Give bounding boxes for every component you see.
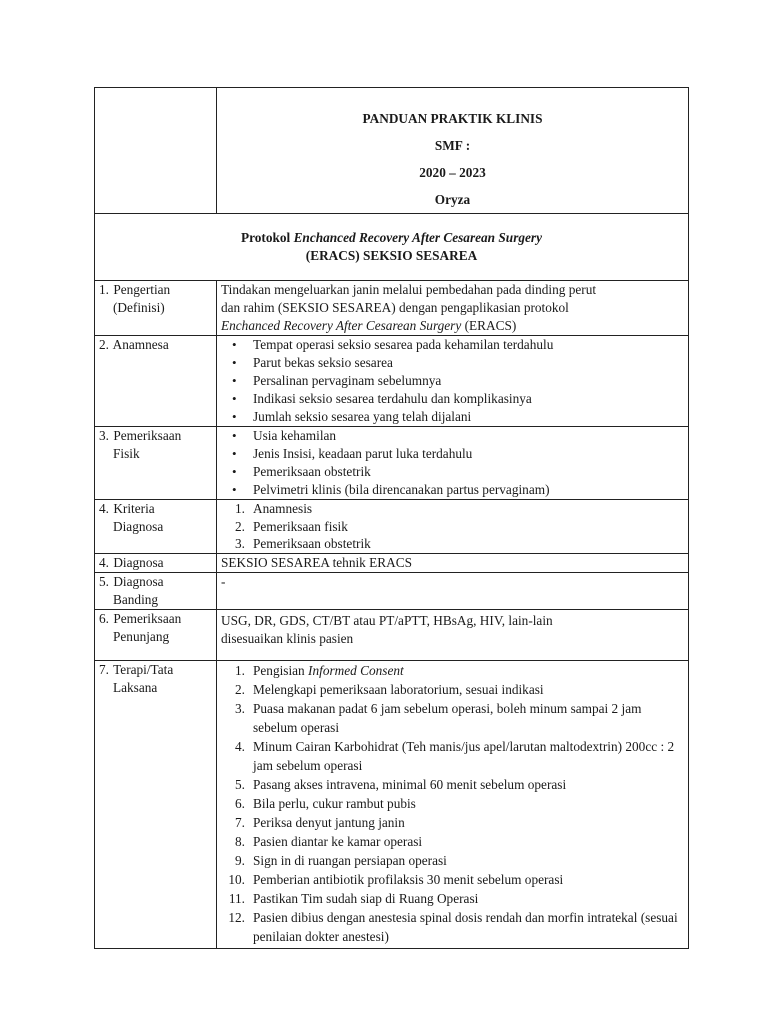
row-label: Kriteria xyxy=(113,501,155,516)
item-text: Minum Cairan Karbohidrat (Teh manis/jus apel/larutan maltodextrin) 200cc : 2 jam sebelum operasi xyxy=(253,738,675,773)
item-text-italic: Informed Consent xyxy=(308,662,404,678)
label-diagnosa xyxy=(95,553,217,572)
list-item: • Pelvimetri klinis (bila direncanakan partus pervaginam) xyxy=(221,481,684,499)
list-item: • Tempat operasi seksio sesarea pada kehamilan terdahulu xyxy=(221,336,684,354)
row-label: Terapi/Tata xyxy=(113,661,174,677)
logo-cell xyxy=(95,88,217,214)
row-diagnosa-banding xyxy=(95,572,689,609)
content-pemeriksaan-fisik xyxy=(217,427,689,500)
list-item: • Jumlah seksio sesarea yang telah dijalani xyxy=(221,408,684,426)
list-item: • Indikasi seksio sesarea terdahulu dan komplikasinya xyxy=(221,390,684,408)
item-number: 3. xyxy=(235,700,245,716)
terapi-list xyxy=(221,661,684,946)
item-number: 6. xyxy=(235,795,245,811)
row-label: Pengertian xyxy=(113,282,171,297)
content-terapi xyxy=(217,660,689,948)
list-item xyxy=(221,889,684,908)
row-label: Diagnosa xyxy=(113,573,164,589)
header-row xyxy=(95,88,689,214)
label-diagnosa-banding xyxy=(95,572,217,609)
content-kriteria-diagnosa xyxy=(217,500,689,554)
item-text: Bila perlu, cukur rambut pubis xyxy=(253,795,416,811)
item-number: 9. xyxy=(235,852,245,868)
protocol-line2: (ERACS) SEKSIO SESAREA xyxy=(305,248,478,263)
definition-line: dan rahim (SEKSIO SESAREA) dengan pengaplikasian protokol xyxy=(221,300,569,315)
label-terapi xyxy=(95,660,217,948)
definition-line: Tindakan mengeluarkan janin melalui pembedahan pada dinding perut xyxy=(221,282,597,297)
penunjang-line: disesuaikan klinis pasien xyxy=(221,630,354,646)
list-item xyxy=(221,832,684,851)
list-item xyxy=(221,518,684,536)
item-text: Periksa denyut jantung janin xyxy=(253,814,405,830)
row-kriteria-diagnosa xyxy=(95,500,689,554)
guideline-table xyxy=(94,87,689,949)
item-number: 1. xyxy=(235,662,245,678)
protocol-prefix: Protokol xyxy=(240,230,294,245)
item-number: 4. xyxy=(235,738,245,754)
item-text: Melengkapi pemeriksaan laboratorium, sesuai indikasi xyxy=(253,681,544,697)
row-label-2: Fisik xyxy=(113,446,140,461)
label-anamnesa xyxy=(95,336,217,427)
content-pengertian xyxy=(217,281,689,336)
item-number: 12. xyxy=(228,909,245,925)
list-item xyxy=(221,737,684,775)
row-label: Anamnesa xyxy=(112,337,169,352)
label-pengertian xyxy=(95,281,217,336)
smf-label: SMF : xyxy=(434,138,471,153)
item-text: Pastikan Tim sudah siap di Ruang Operasi xyxy=(253,890,479,906)
fisik-list xyxy=(221,427,684,499)
item-number: 3. xyxy=(235,536,245,551)
label-kriteria-diagnosa xyxy=(95,500,217,554)
protocol-italic: Enchanced Recovery After Cesarean Surgery xyxy=(293,230,542,245)
item-number: 2. xyxy=(235,681,245,697)
list-item: • Usia kehamilan xyxy=(221,427,684,445)
content-pemeriksaan-penunjang xyxy=(217,609,689,660)
list-item xyxy=(221,535,684,553)
item-number: 2. xyxy=(235,518,245,534)
row-number: 4. xyxy=(99,554,109,570)
list-item xyxy=(221,699,684,737)
anamnesa-list xyxy=(221,336,684,426)
item-text: Pemberian antibiotik profilaksis 30 menit sebelum operasi xyxy=(253,871,564,887)
content-diagnosa-banding: - xyxy=(217,572,689,609)
item-text: Sign in di ruangan persiapan operasi xyxy=(253,852,447,868)
row-diagnosa xyxy=(95,553,689,572)
row-number: 3. xyxy=(99,428,109,443)
label-pemeriksaan-penunjang xyxy=(95,609,217,660)
list-item: • Persalinan pervaginam sebelumnya xyxy=(221,372,684,390)
list-item xyxy=(221,661,684,680)
item-number: 11. xyxy=(228,890,245,906)
row-label-2: Laksana xyxy=(113,679,158,695)
list-item: • Jenis Insisi, keadaan parut luka terdahulu xyxy=(221,445,684,463)
author-name: Oryza xyxy=(434,192,471,207)
item-number: 1. xyxy=(235,501,245,516)
row-anamnesa xyxy=(95,336,689,427)
row-label: Pemeriksaan xyxy=(113,428,182,443)
item-text: Pasien dibius dengan anestesia spinal dosis rendah dan morfin intratekal (sesuai penilaian dokter anestesi) xyxy=(253,909,678,944)
item-number: 8. xyxy=(235,833,245,849)
row-number: 5. xyxy=(99,573,109,589)
item-number: 10. xyxy=(228,871,245,887)
list-item: • Parut bekas seksio sesarea xyxy=(221,354,684,372)
list-item xyxy=(221,794,684,813)
item-number: 7. xyxy=(235,814,245,830)
years-label: 2020 – 2023 xyxy=(419,165,486,180)
row-number: 6. xyxy=(99,610,109,626)
clinical-guideline-document xyxy=(94,87,689,949)
row-label: Pemeriksaan xyxy=(113,610,182,626)
row-label: Diagnosa xyxy=(113,554,164,570)
row-label-2: Diagnosa xyxy=(113,519,164,534)
row-pengertian xyxy=(95,281,689,336)
list-item xyxy=(221,680,684,699)
protocol-row xyxy=(95,214,689,281)
definition-italic: Enchanced Recovery After Cesarean Surgery xyxy=(221,318,462,333)
row-label-2: (Definisi) xyxy=(113,300,165,315)
item-text: Anamnesis xyxy=(253,501,313,516)
item-text: Pemeriksaan obstetrik xyxy=(253,536,371,551)
row-pemeriksaan-fisik xyxy=(95,427,689,500)
document-title: PANDUAN PRAKTIK KLINIS xyxy=(362,111,543,126)
row-label-2: Penunjang xyxy=(113,628,170,644)
list-item xyxy=(221,813,684,832)
penunjang-line: USG, DR, GDS, CT/BT atau PT/aPTT, HBsAg, HIV, lain-lain xyxy=(221,612,553,628)
row-label-2: Banding xyxy=(113,591,159,607)
row-number: 7. xyxy=(99,661,109,677)
definition-line: (ERACS) xyxy=(461,318,517,333)
list-item xyxy=(221,500,684,518)
content-anamnesa xyxy=(217,336,689,427)
row-number: 2. xyxy=(99,337,109,352)
label-pemeriksaan-fisik xyxy=(95,427,217,500)
item-text: Pengisian xyxy=(253,662,309,678)
content-diagnosa: SEKSIO SESAREA tehnik ERACS xyxy=(217,553,689,572)
row-number: 1. xyxy=(99,282,109,297)
list-item xyxy=(221,775,684,794)
item-text: Pemeriksaan fisik xyxy=(253,518,348,534)
list-item xyxy=(221,870,684,889)
item-text: Pasien diantar ke kamar operasi xyxy=(253,833,423,849)
list-item xyxy=(221,851,684,870)
row-terapi xyxy=(95,660,689,948)
kriteria-list xyxy=(221,500,684,553)
item-text: Pasang akses intravena, minimal 60 menit sebelum operasi xyxy=(253,776,567,792)
item-text: Puasa makanan padat 6 jam sebelum operasi, boleh minum sampai 2 jam sebelum operasi xyxy=(253,700,642,735)
item-number: 5. xyxy=(235,776,245,792)
row-pemeriksaan-penunjang xyxy=(95,609,689,660)
row-number: 4. xyxy=(99,501,109,516)
protocol-title-cell xyxy=(95,214,689,281)
list-item: • Pemeriksaan obstetrik xyxy=(221,463,684,481)
header-cell xyxy=(217,88,689,214)
list-item xyxy=(221,908,684,946)
